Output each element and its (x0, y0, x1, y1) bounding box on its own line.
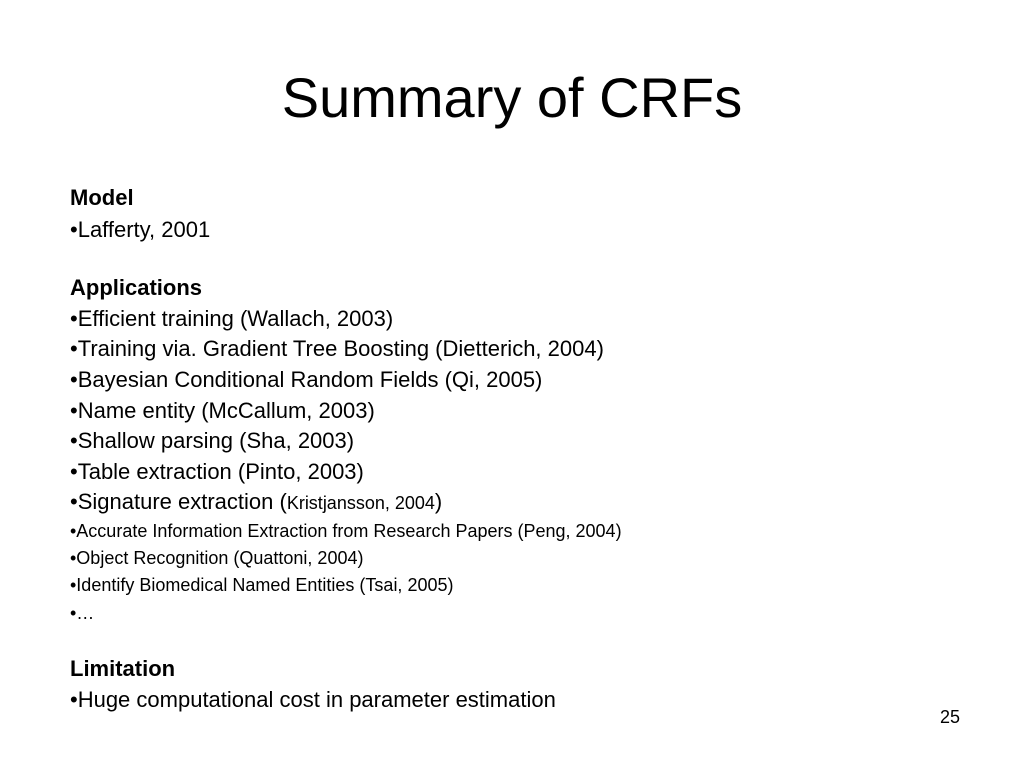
slide-title: Summary of CRFs (281, 66, 743, 129)
list-item: •Training via. Gradient Tree Boosting (Dietterich, 2004) (70, 336, 604, 361)
list-item: •Name entity (McCallum, 2003) (70, 398, 375, 423)
section-heading-limitation: Limitation (70, 656, 176, 681)
list-item: •… (70, 603, 95, 623)
list-item: •Shallow parsing (Sha, 2003) (70, 428, 355, 453)
list-item: •Identify Biomedical Named Entities (Tsai, 2005) (70, 575, 454, 595)
signature-suffix: ) (434, 489, 443, 514)
list-item: •Table extraction (Pinto, 2003) (70, 459, 364, 484)
signature-prefix: •Signature extraction ( (70, 489, 287, 514)
signature-author: Kristjansson, 2004 (286, 493, 435, 513)
page-number: 25 (939, 707, 961, 727)
section-heading-applications: Applications (70, 275, 203, 300)
list-item: •Bayesian Conditional Random Fields (Qi, 2005) (70, 367, 543, 392)
list-item: •Accurate Information Extraction from Research Papers (Peng, 2004) (70, 521, 622, 541)
section-heading-model: Model (70, 185, 134, 210)
list-item: •Efficient training (Wallach, 2003) (70, 306, 394, 331)
list-item: •Object Recognition (Quattoni, 2004) (70, 548, 364, 568)
list-item: •Huge computational cost in parameter estimation (70, 687, 556, 712)
list-item: •Lafferty, 2001 (70, 217, 211, 242)
list-item-signature-extraction (70, 488, 442, 517)
